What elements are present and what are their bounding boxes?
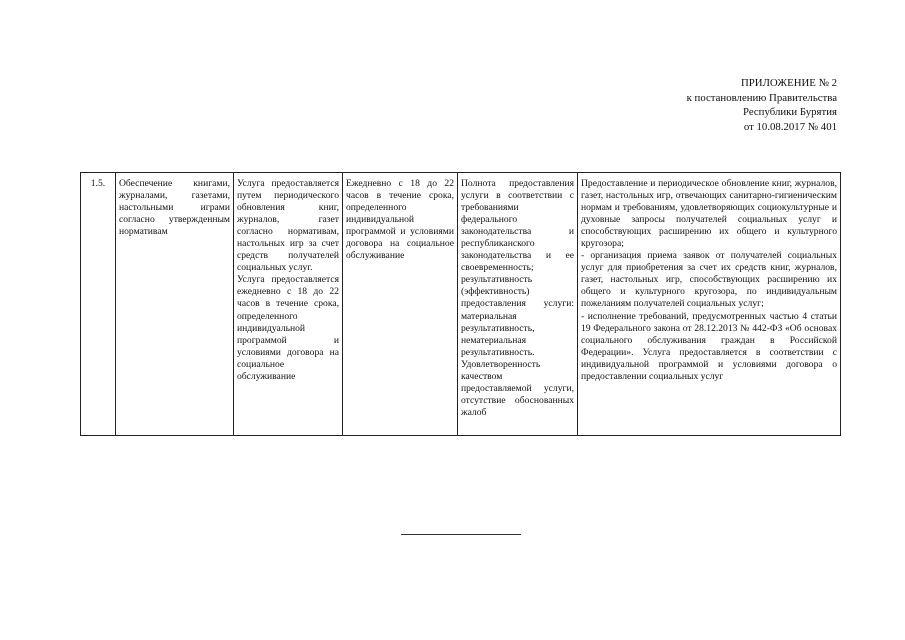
quality-standard-cell bbox=[458, 173, 578, 436]
annex-date-number: от 10.08.2017 № 401 bbox=[743, 120, 837, 133]
annex-title: ПРИЛОЖЕНИЕ № 2 bbox=[740, 77, 837, 89]
services-table bbox=[80, 172, 841, 436]
quality-standard: Полнота предоставления услуги в соответствии с требованиями федерального законодательства и республиканского законодательства и ее своевременность; результативность (эффективность) предоставления услуги: материальная результативность, нематериальная результативность. Удовлетворенность качеством предоставляемой услуги, отсутствие обоснованных жалоб bbox=[461, 178, 574, 418]
service-terms-cell bbox=[343, 173, 458, 436]
service-terms: Ежедневно с 18 до 22 часов в течение срока, определенного индивидуальной программой и условиями договора на социальное обслуживание bbox=[346, 178, 454, 262]
annex-resolution-ref: к постановлению Правительства bbox=[686, 91, 837, 104]
annex-header bbox=[687, 76, 837, 134]
end-divider-line bbox=[401, 534, 521, 535]
row-number: 1.5. bbox=[90, 178, 106, 189]
table-row bbox=[81, 173, 841, 436]
service-name: Обеспечение книгами, журналами, газетами, настольными играми согласно утвержденным нормативам bbox=[119, 178, 230, 238]
service-conditions-paragraph: Предоставление и периодическое обновление книг, журналов, газет, настольных игр, отвечающих санитарно-гигиеническим нормам и требованиям, удовлетворяющих социокультурные и духовные запросы получателей социальных услуг и способствующих расширению их общего и культурного кругозора; bbox=[581, 178, 837, 250]
service-content-cell bbox=[234, 173, 343, 436]
row-number-cell bbox=[81, 173, 116, 436]
service-name-cell bbox=[116, 173, 234, 436]
annex-republic: Республики Бурятия bbox=[742, 106, 837, 118]
service-conditions-cell bbox=[578, 173, 841, 436]
service-conditions-paragraph: - организация приема заявок от получателей социальных услуг для приобретения за счет их средств книг, журналов, газет, настольных игр, способствующих расширению их общего и культурного кругозора, по индивидуальным пожеланиям получателей социальных услуг; bbox=[581, 250, 837, 310]
service-content-paragraph: Услуга предоставляется путем периодического обновления книг, журналов, газет согласно нормативам, настольных игр за счет средств получателей социальных услуг. bbox=[237, 178, 339, 274]
service-conditions-paragraph: - исполнение требований, предусмотренных частью 4 статьи 19 Федерального закона от 28.12.2013 № 442-ФЗ «Об основах социального обслуживания граждан в Российской Федерации». Услуга предоставляется в соответствии с индивидуальной программой и условиями договора о предоставлении социальных услуг bbox=[581, 310, 837, 382]
service-content-paragraph: Услуга предоставляется ежедневно с 18 до 22 часов в течение срока, определенного индивидуальной программой и условиями договора на социальное обслуживание bbox=[237, 274, 339, 382]
